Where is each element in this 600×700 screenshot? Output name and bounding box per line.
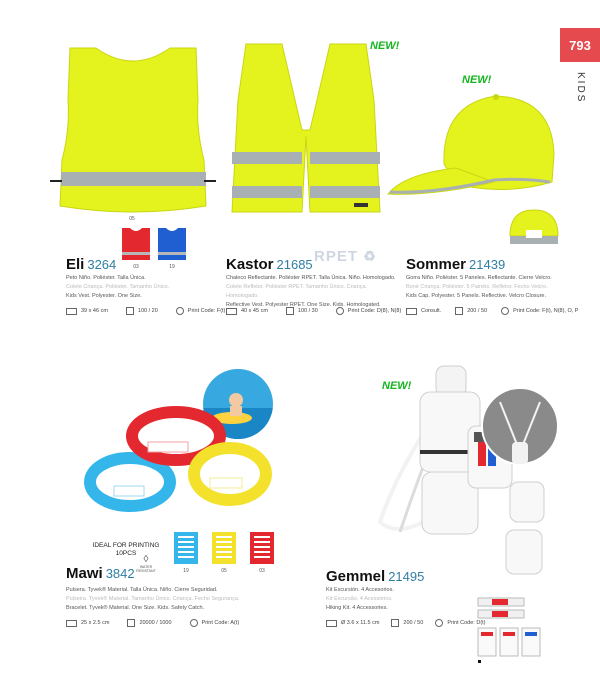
print-icon	[176, 307, 184, 315]
gemmel-print-spec: Print Code: D(t)	[435, 619, 485, 627]
mawi-description	[66, 586, 246, 613]
mawi-red-swatch	[248, 530, 276, 566]
eli-description	[66, 274, 226, 301]
mawi-title	[66, 565, 135, 582]
mawi-size-spec: 25 x 2.5 cm	[66, 620, 109, 627]
rpet-logo: RPET ♻	[314, 248, 377, 265]
eli-box-spec: 100 / 20	[126, 307, 158, 315]
mawi-bracelets-image	[80, 400, 280, 520]
gemmel-box-spec: 200 / 50	[391, 619, 423, 627]
print-icon	[336, 307, 344, 315]
eli-main-color-code: 05	[129, 216, 135, 222]
mawi-name: Mawi	[66, 565, 103, 582]
eli-vest-image	[48, 40, 218, 220]
eli-color-code-blue: 19	[169, 264, 175, 270]
sommer-print-spec: Print Code: F(t), N(8), O, P	[501, 307, 578, 315]
gemmel-desc-es: Kit Excursión. 4 Accesorios.	[326, 587, 394, 593]
eli-blue-swatch	[154, 226, 190, 264]
sommer-desc-es: Gorra Niño. Poliéster. 5 Paneles. Reflectante. Cierre Velcro.	[406, 275, 552, 281]
recycle-icon: ♻	[363, 248, 377, 264]
page-number: 793	[560, 28, 600, 62]
print-icon	[501, 307, 509, 315]
kastor-vest-image	[226, 40, 386, 220]
size-icon	[66, 308, 77, 315]
ideal-for-printing-note: IDEAL FOR PRINTING 10PCS	[92, 542, 160, 557]
gemmel-name: Gemmel	[326, 568, 386, 585]
sommer-desc-pt: Boné Criança. Poliéster. 5 Painéis. Refletor. Fecho Velcro.	[406, 284, 548, 290]
eli-desc-en: Kids Vest. Polyester. One Size.	[66, 293, 142, 299]
kastor-print-spec: Print Code: D(8), N(8)	[336, 307, 402, 315]
mawi-box-spec: 20000 / 1000	[127, 619, 171, 627]
kastor-ref: 21685	[276, 257, 313, 272]
mawi-blue-swatch	[172, 530, 200, 566]
sommer-name: Sommer	[406, 256, 467, 273]
sommer-desc-en: Kids Cap. Polyester. 5 Panels. Reflective. Velcro Closure.	[406, 293, 547, 299]
eli-desc-pt: Colete Criança. Poliéster. Tamanho Único.	[66, 284, 170, 290]
sommer-description	[406, 274, 576, 301]
kastor-specs	[226, 307, 401, 315]
sommer-title	[406, 256, 505, 273]
box-icon	[127, 619, 135, 627]
gemmel-kit-image	[360, 362, 590, 587]
gemmel-desc-pt: Kit Excursão. 4 Acessórios.	[326, 596, 393, 602]
eli-red-swatch	[118, 226, 154, 264]
sommer-box-spec: 200 / 50	[455, 307, 487, 315]
gemmel-description	[326, 586, 476, 613]
mawi-desc-es: Pulsera. Tyvek® Material. Talla Única. Niño. Cierre Seguridad.	[66, 587, 218, 593]
sommer-cap-back-image	[506, 206, 562, 252]
kastor-title	[226, 256, 313, 273]
eli-desc-es: Peto Niño. Poliéster. Talla Única.	[66, 275, 146, 281]
mawi-color-code-red: 03	[259, 568, 265, 574]
size-icon	[226, 308, 237, 315]
print-icon	[190, 619, 198, 627]
mawi-print-spec: Print Code: A(t)	[190, 619, 240, 627]
size-icon	[406, 308, 417, 315]
box-icon	[455, 307, 463, 315]
box-icon	[126, 307, 134, 315]
sommer-specs	[406, 307, 578, 315]
print-icon	[435, 619, 443, 627]
gemmel-specs	[326, 619, 486, 627]
size-icon	[326, 620, 337, 627]
kastor-desc-en: Reflective Vest. Polyester RPET. One Size. Kids. Homologated.	[226, 302, 381, 308]
eli-color-code-red: 03	[133, 264, 139, 270]
eli-specs	[66, 307, 225, 315]
section-label: KIDS	[575, 72, 586, 104]
box-icon	[286, 307, 294, 315]
new-badge-kastor: NEW!	[370, 40, 400, 52]
mawi-desc-en: Bracelet. Tyvek® Material. One Size. Kids. Safety Catch.	[66, 605, 205, 611]
kastor-size-spec: 40 x 45 cm	[226, 308, 268, 315]
new-badge-gemmel: NEW!	[382, 380, 412, 392]
water-drop-icon: ◊	[143, 554, 149, 565]
kastor-name: Kastor	[226, 256, 274, 273]
mawi-yellow-swatch	[210, 530, 238, 566]
kastor-desc-es: Chaleco Reflectante. Poliéster RPET. Talla Única. Niño. Homologado.	[226, 275, 396, 281]
sommer-ref: 21439	[469, 257, 506, 272]
kastor-description	[226, 274, 396, 310]
mawi-ref: 3842	[105, 566, 135, 581]
mawi-color-code-yellow: 05	[221, 568, 227, 574]
eli-size-spec: 39 x 46 cm	[66, 308, 108, 315]
mawi-desc-pt: Pulseira. Tyvek® Material. Tamanho Único. Criança. Fecho Segurança.	[66, 596, 240, 602]
eli-title	[66, 256, 116, 273]
gemmel-ref: 21495	[388, 569, 425, 584]
mawi-specs	[66, 619, 239, 627]
sommer-cap-image	[384, 84, 560, 202]
gemmel-accessories-image	[476, 596, 546, 668]
new-badge-sommer: NEW!	[462, 74, 492, 86]
sommer-size-spec: Consult.	[406, 308, 441, 315]
kastor-desc-pt: Colete Refletor. Poliéster RPET. Tamanho Único. Criança. Homologado.	[226, 284, 368, 299]
eli-ref: 3264	[87, 257, 117, 272]
eli-name: Eli	[66, 256, 85, 273]
mawi-color-code-blue: 19	[183, 568, 189, 574]
kastor-box-spec: 100 / 30	[286, 307, 318, 315]
box-icon	[391, 619, 399, 627]
eli-print-spec: Print Code: F(t)	[176, 307, 226, 315]
gemmel-title	[326, 568, 424, 585]
gemmel-desc-en: Hiking Kit. 4 Accessories.	[326, 605, 388, 611]
water-resistant-badge: ◊ WATER RESISTANT	[136, 554, 156, 573]
gemmel-size-spec: Ø 3.6 x 11.5 cm	[326, 620, 379, 627]
size-icon	[66, 620, 77, 627]
